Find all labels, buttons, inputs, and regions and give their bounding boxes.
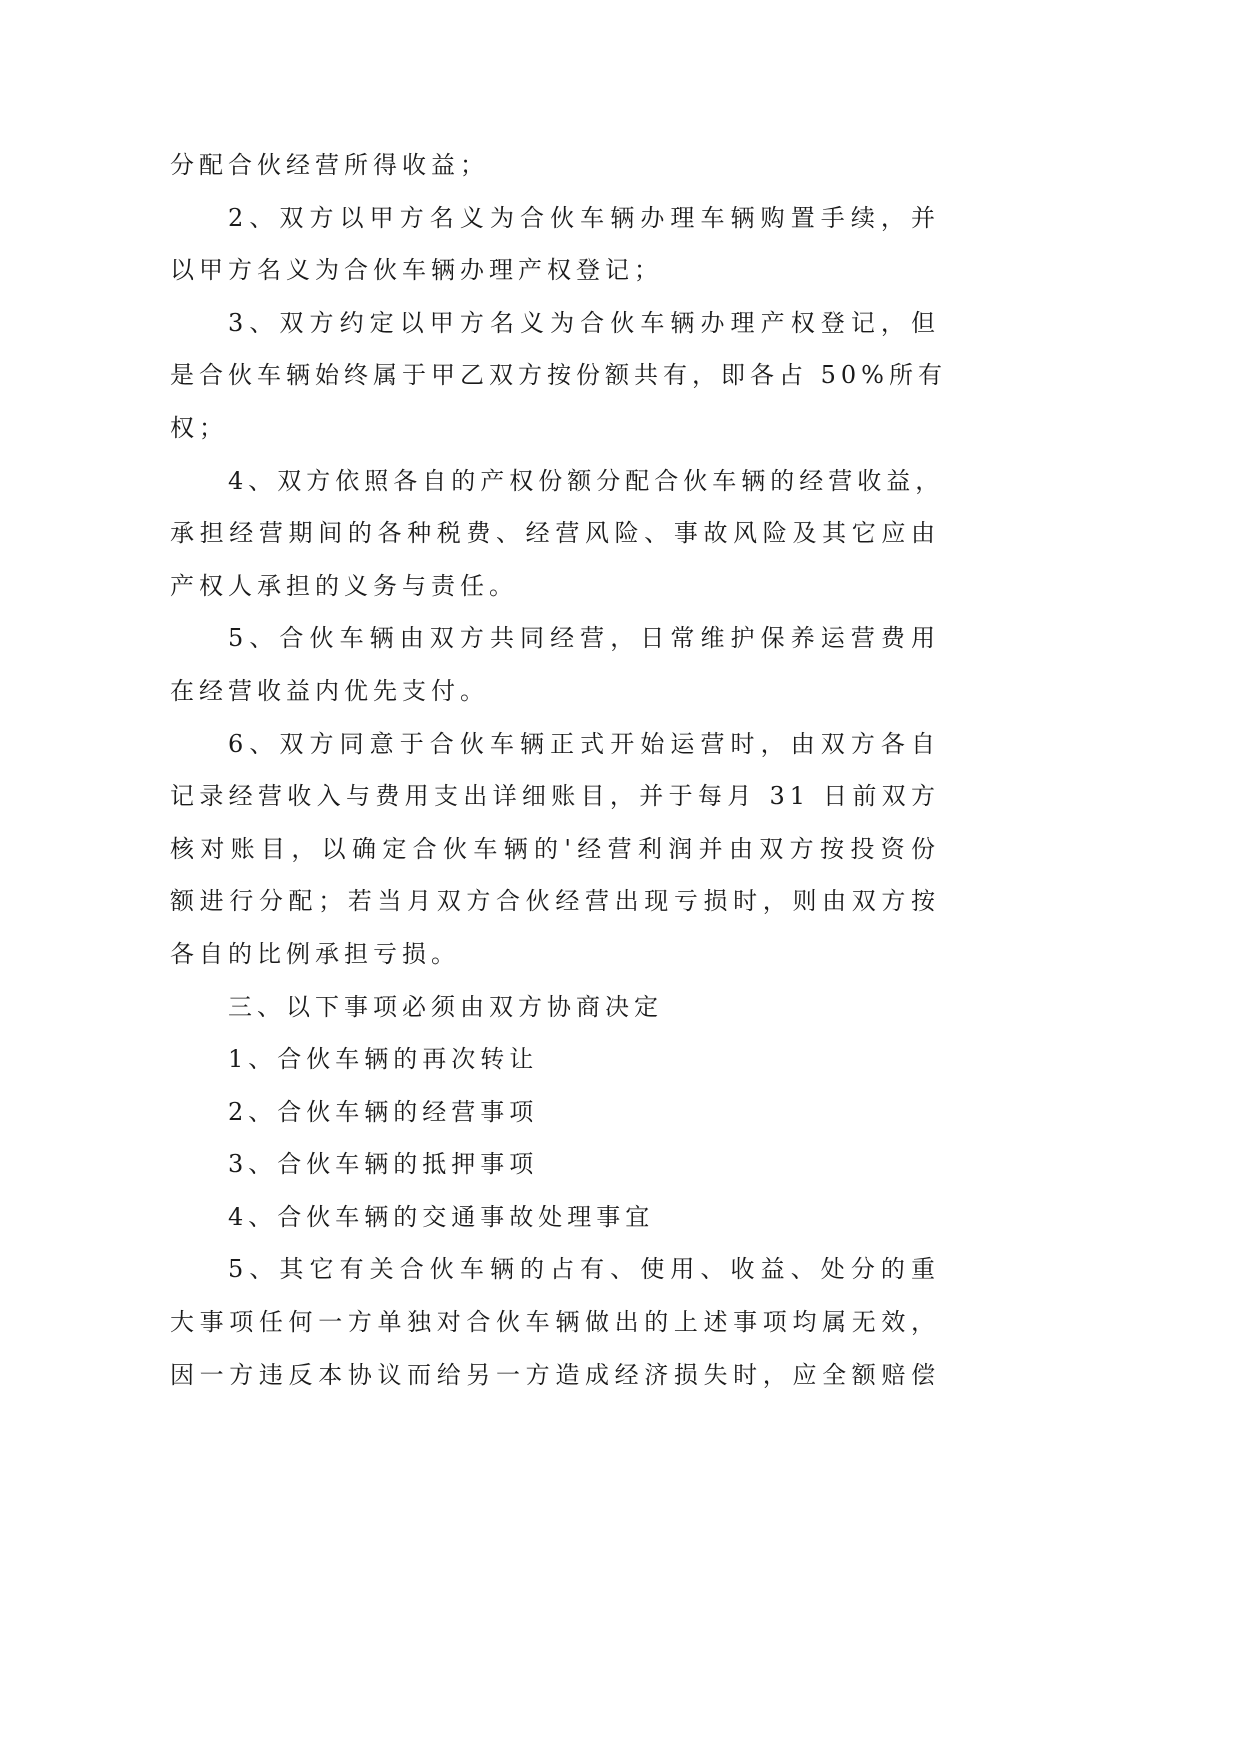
paragraph xyxy=(170,1138,940,1191)
text-line: 6、双方同意于合伙车辆正式开始运营时，由双方各自 xyxy=(228,729,940,758)
paragraph xyxy=(170,1033,940,1086)
text-line: 额进行分配；若当月双方合伙经营出现亏损时，则由双方按 xyxy=(170,887,940,916)
paragraph xyxy=(170,192,940,297)
document-body xyxy=(170,139,947,1401)
text-line: 在经营收益内优先支付。 xyxy=(170,676,489,705)
text-line: 5、合伙车辆由双方共同经营，日常维护保养运营费用 xyxy=(228,624,940,653)
text-line: 核对账目，以确定合伙车辆的'经营利润并由双方按投资份 xyxy=(170,834,940,863)
text-line: 2、双方以甲方名义为合伙车辆办理车辆购置手续，并 xyxy=(228,203,940,232)
text-line: 4、合伙车辆的交通事故处理事宜 xyxy=(228,1202,655,1231)
text-line: 3、双方约定以甲方名义为合伙车辆办理产权登记，但 xyxy=(228,308,940,337)
paragraph xyxy=(170,455,945,613)
text-line: 各自的比例承担亏损。 xyxy=(170,939,460,968)
paragraph xyxy=(170,1191,940,1244)
paragraph xyxy=(170,1086,940,1139)
paragraph xyxy=(170,718,940,981)
paragraph xyxy=(170,981,940,1034)
text-line: 4、双方依照各自的产权份额分配合伙车辆的经营收益， xyxy=(228,466,945,495)
text-line: 2、合伙车辆的经营事项 xyxy=(228,1097,539,1126)
text-line: 5、其它有关合伙车辆的占有、使用、收益、处分的重 xyxy=(228,1255,940,1284)
text-line: 因一方违反本协议而给另一方造成经济损失时，应全额赔偿 xyxy=(170,1360,940,1389)
text-line: 产权人承担的义务与责任。 xyxy=(170,571,518,600)
text-line: 1、合伙车辆的再次转让 xyxy=(228,1045,539,1074)
text-line: 权； xyxy=(170,413,228,442)
text-line: 承担经营期间的各种税费、经营风险、事故风险及其它应由 xyxy=(170,519,940,548)
text-line: 记录经营收入与费用支出详细账目，并于每月 31 日前双方 xyxy=(170,782,940,811)
text-line: 是合伙车辆始终属于甲乙双方按份额共有，即各占 50%所有 xyxy=(170,361,947,390)
text-line: 以甲方名义为合伙车辆办理产权登记； xyxy=(170,256,663,285)
paragraph xyxy=(170,1243,940,1401)
text-line: 分配合伙经营所得收益； xyxy=(170,151,489,179)
continuation-paragraph xyxy=(170,139,940,192)
paragraph xyxy=(170,612,940,717)
text-line: 大事项任何一方单独对合伙车辆做出的上述事项均属无效， xyxy=(170,1308,940,1337)
text-line: 三、以下事项必须由双方协商决定 xyxy=(228,992,663,1021)
text-line: 3、合伙车辆的抵押事项 xyxy=(228,1150,539,1179)
paragraph xyxy=(170,297,947,455)
